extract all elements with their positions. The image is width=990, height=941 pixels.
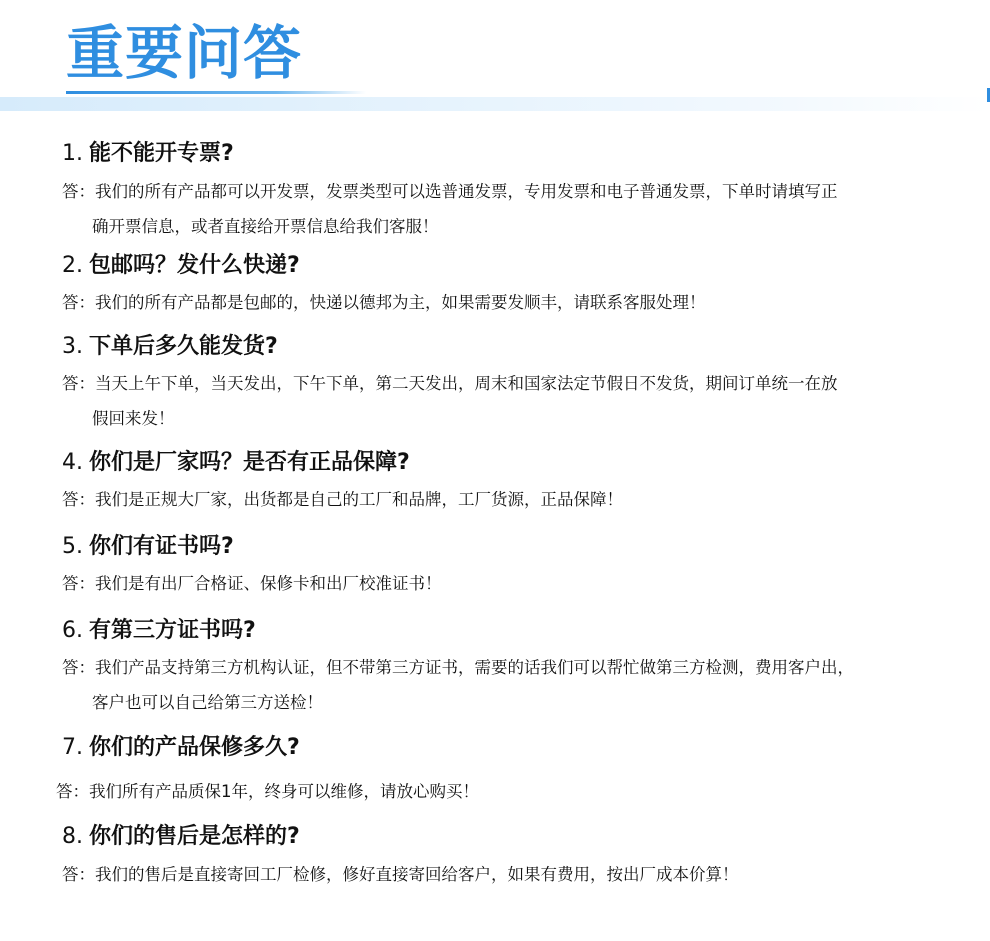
faq-answer-5-line-1: 答：我们是有出厂合格证、保修卡和出厂校准证书！	[62, 574, 442, 593]
faq-question-5	[62, 532, 234, 562]
faq-question-3	[62, 332, 278, 362]
faq-question-6	[62, 616, 256, 646]
faq-question-1	[62, 139, 234, 169]
title-underline	[66, 91, 366, 94]
faq-question-text-8: 你们的售后是怎样的?	[89, 824, 300, 849]
faq-answer-2-line-1: 答：我们的所有产品都是包邮的，快递以德邦为主，如果需要发顺丰，请联系客服处理！	[62, 293, 706, 312]
faq-answer-7-line-1: 答：我们所有产品质保1年，终身可以维修，请放心购买！	[56, 782, 479, 801]
faq-answer-8-line-1: 答：我们的售后是直接寄回工厂检修，修好直接寄回给客户，如果有费用，按出厂成本价算！	[62, 865, 739, 884]
faq-answer-1-line-1: 答：我们的所有产品都可以开发票，发票类型可以选普通发票，专用发票和电子普通发票，下单时请填写正	[62, 182, 838, 201]
faq-question-4	[62, 448, 410, 478]
faq-question-text-7: 你们的产品保修多久?	[89, 735, 300, 760]
faq-question-text-4: 你们是厂家吗？是否有正品保障?	[89, 450, 410, 475]
faq-question-text-1: 能不能开专票?	[89, 141, 234, 166]
faq-answer-8	[62, 857, 937, 892]
faq-question-text-3: 下单后多久能发货?	[89, 334, 278, 359]
faq-number-4: 4.	[62, 450, 83, 475]
faq-number-3: 3.	[62, 334, 83, 359]
faq-question-text-6: 有第三方证书吗?	[89, 618, 256, 643]
faq-answer-6	[62, 650, 937, 720]
faq-question-7	[62, 733, 300, 763]
faq-answer-3	[62, 366, 937, 436]
faq-answer-4-line-1: 答：我们是正规大厂家，出货都是自己的工厂和品牌，工厂货源，正品保障！	[62, 490, 623, 509]
page-header	[0, 0, 990, 112]
faq-question-text-2: 包邮吗？发什么快递?	[89, 253, 300, 278]
page-title: 重要问答	[66, 19, 303, 87]
faq-answer-7	[56, 774, 931, 809]
faq-number-5: 5.	[62, 534, 83, 559]
faq-question-8	[62, 822, 300, 852]
faq-number-2: 2.	[62, 253, 83, 278]
faq-number-1: 1.	[62, 141, 83, 166]
faq-question-2	[62, 251, 300, 281]
faq-answer-4	[62, 482, 937, 517]
faq-answer-5	[62, 566, 937, 601]
faq-answer-6-line-2: 客户也可以自己给第三方送检！	[92, 693, 323, 712]
faq-question-text-5: 你们有证书吗?	[89, 534, 234, 559]
faq-number-6: 6.	[62, 618, 83, 643]
faq-number-7: 7.	[62, 735, 83, 760]
faq-answer-3-line-1: 答：当天上午下单，当天发出，下午下单，第二天发出，周末和国家法定节假日不发货，期间订单统一在放	[62, 374, 838, 393]
faq-answer-3-line-2: 假回来发！	[92, 409, 175, 428]
header-band	[0, 97, 990, 111]
faq-answer-2	[62, 285, 937, 320]
faq-number-8: 8.	[62, 824, 83, 849]
faq-answer-1-line-2: 确开票信息，或者直接给开票信息给我们客服！	[92, 217, 439, 236]
faq-answer-1	[62, 174, 937, 244]
faq-answer-6-line-1: 答：我们产品支持第三方机构认证，但不带第三方证书，需要的话我们可以帮忙做第三方检测，费用客户出，	[62, 658, 854, 677]
